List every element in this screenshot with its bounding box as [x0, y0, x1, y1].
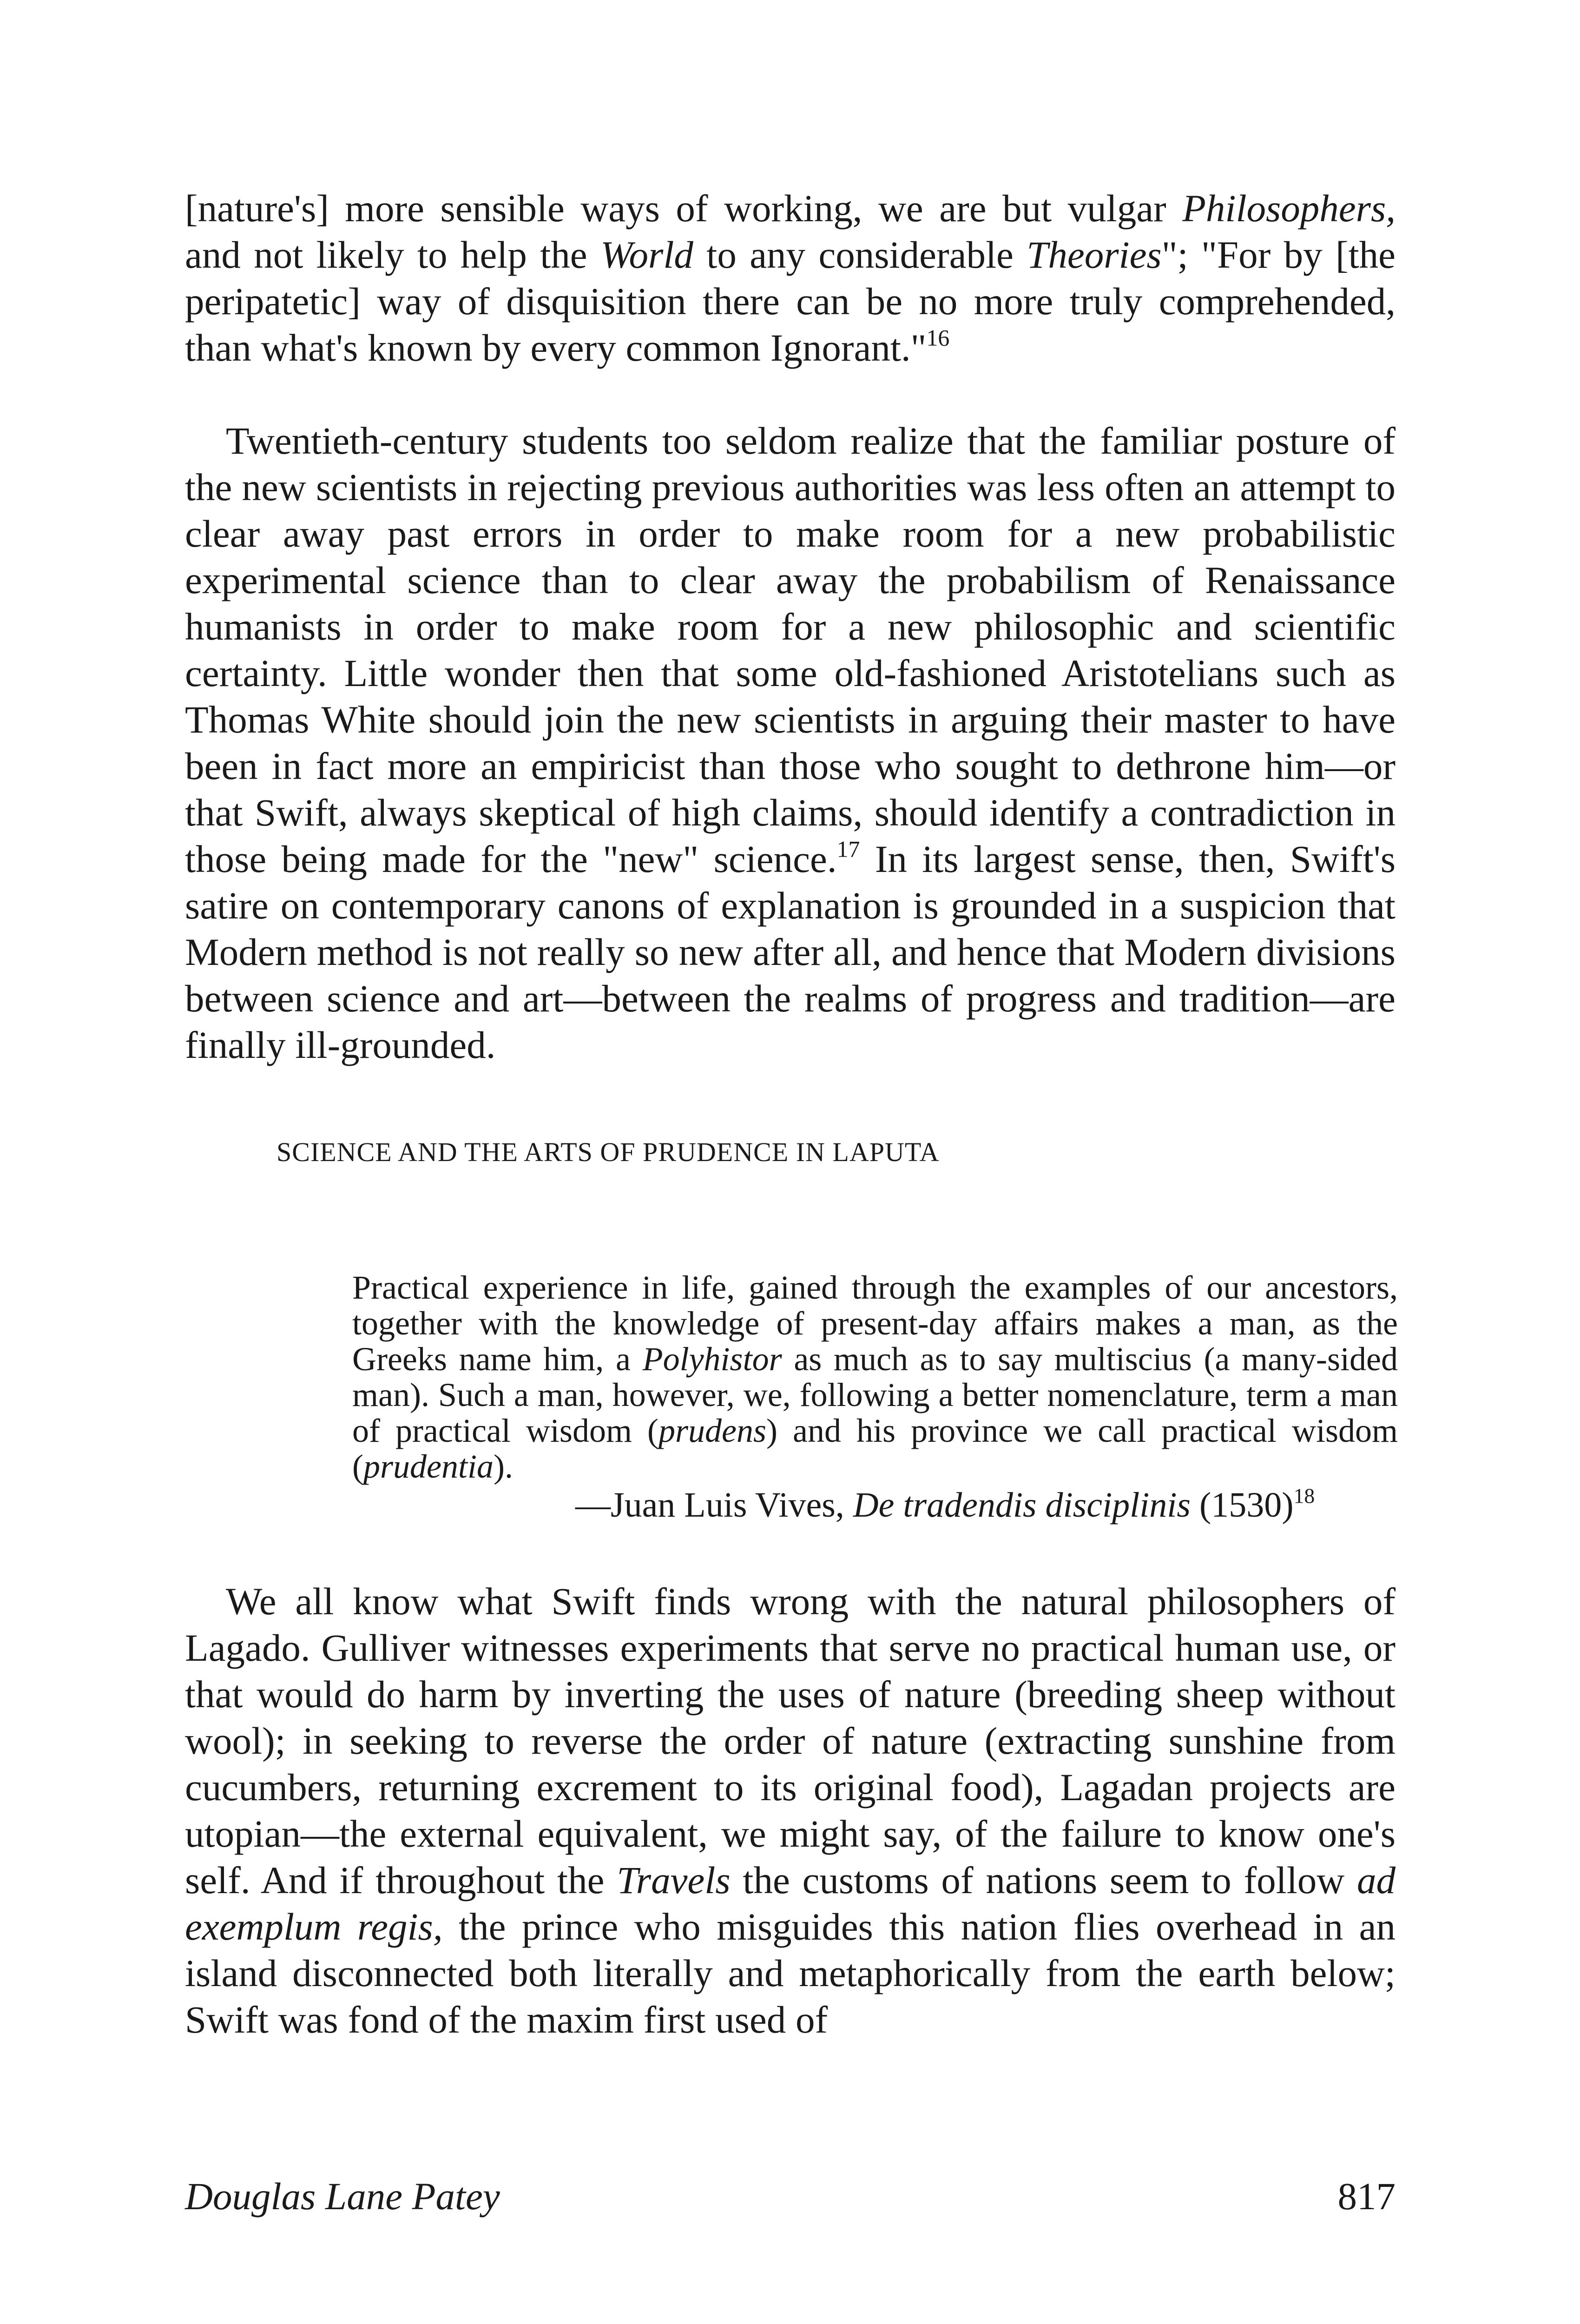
text-run: ). [493, 1448, 513, 1485]
italic-run: World [600, 233, 693, 276]
footnote-ref-18[interactable]: 18 [1293, 1484, 1315, 1508]
text-run: as much as to say multiscius (a many-sided man). Such a man, however, we, following a better nomenclature, term a man of practical wisdom ( [352, 1340, 1398, 1449]
italic-run: Travels [617, 1859, 731, 1901]
running-footer-author: Douglas Lane Patey [185, 2175, 500, 2218]
paragraph-continued [185, 185, 1396, 371]
paragraph-lagado [185, 1578, 1396, 2043]
footnote-ref-16[interactable]: 16 [926, 325, 950, 351]
text-run: Practical experience in life, gained through the examples of our ancestors, together with the knowledge of present-day affairs makes a man, as the Greeks name him, a [352, 1269, 1398, 1378]
attribution-author: —Juan Luis Vives, [575, 1486, 853, 1525]
attribution-work: De tradendis disciplinis [853, 1486, 1191, 1525]
text-run: In its largest sense, then, Swift's satire on contemporary canons of explanation is grounded in a suspicion that Modern method is not really so new after all, and hence that Modern divisions between science and art—between the realms of progress and tradition—are finally ill-grounded. [185, 838, 1396, 1066]
epigraph-attribution [575, 1484, 1398, 1526]
text-run: the prince who misguides this nation flies overhead in an island disconnected both literally and metaphorically from the earth below; Swift was fond of the maxim first used of [185, 1905, 1396, 2041]
text-run: Twentieth-century students too seldom realize that the familiar posture of the new scientists in rejecting previous authorities was less often an attempt to clear away past errors in order to make room for a new probabilistic experimental science than to clear away the probabilism of Renaissance humanists in order to make room for a new philosophic and scientific certainty. Little wonder then that some old-fashioned Aristotelians such as Thomas White should join the new scientists in arguing their master to have been in fact more an empiricist than those who sought to dethrone him—or that Swift, always skeptical of high claims, should identify a contradiction in those being made for the "new" science. [185, 419, 1396, 880]
italic-run: Polyhistor [642, 1340, 782, 1378]
text-run: We all know what Swift finds wrong with the natural philosophers of Lagado. Gulliver witnesses experiments that serve no practical human use, or that would do harm by inverting the uses of nature (breeding sheep without wool); in seeking to reverse the order of nature (extracting sunshine from cucumbers, returning excrement to its original food), Lagadan projects are utopian—the external equivalent, we might say, of the failure to know one's self. And if throughout the [185, 1580, 1396, 1901]
italic-run: prudentia [363, 1448, 494, 1485]
italic-run: prudens [658, 1412, 766, 1449]
text-run: "; "For by [the peripatetic] way of disquisition there can be no more truly comprehended, than what's known by every common Ignorant." [185, 233, 1396, 369]
attribution-year: (1530) [1191, 1486, 1294, 1525]
italic-run: Theories [1027, 233, 1162, 276]
text-run: the customs of nations seem to follow [730, 1859, 1357, 1901]
epigraph-quote [352, 1270, 1398, 1485]
text-run: to any considerable [693, 233, 1027, 276]
italic-run: ad exemplum regis, [185, 1859, 1396, 1948]
text-run: ) and his province we call practical wisdom ( [352, 1412, 1398, 1485]
section-heading: SCIENCE AND THE ARTS OF PRUDENCE IN LAPUTA [276, 1137, 940, 1167]
paragraph-twentieth-century [185, 417, 1396, 1068]
page-number: 817 [1337, 2175, 1396, 2218]
text-run: and not likely to help the [185, 233, 601, 276]
italic-run: Philosophers, [1182, 187, 1396, 230]
footnote-ref-17[interactable]: 17 [836, 836, 860, 862]
text-run: [nature's] more sensible ways of working, we are but vulgar [185, 187, 1183, 230]
